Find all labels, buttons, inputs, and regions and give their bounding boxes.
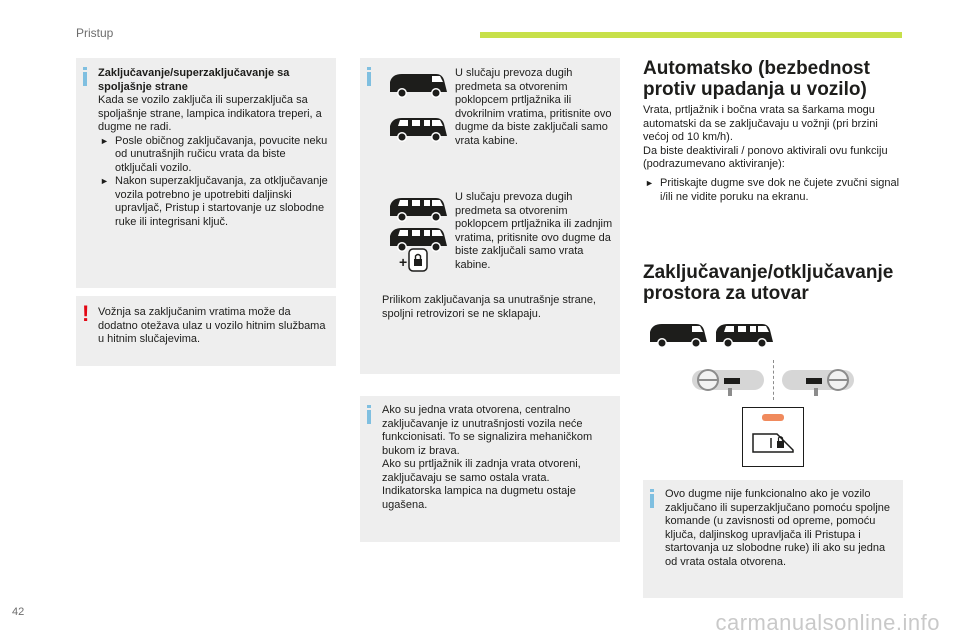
box-title: Zaključavanje/superzaključavanje sa spoljašnje strane (98, 67, 290, 93)
long-items-text-2: U slučaju prevoza dugih predmeta sa otvorenim poklopcem prtljažnika ili zadnjim vratima, pritisnite ovo dugme da biste zaključali samo vrata kabine. (455, 191, 613, 271)
mirror-note-text: Prilikom zaključavanja sa unutrašnje strane, spoljni retrovizori se ne sklapaju. (382, 294, 596, 320)
info-icon (83, 67, 87, 86)
lock-button-icon (408, 248, 428, 272)
page-number: 42 (12, 606, 25, 618)
heading-cargo-locking: Zaključavanje/otključavanje prostora za utovar (643, 262, 894, 304)
steering-wheel-icon (780, 362, 856, 398)
info-box-long-items (360, 58, 620, 374)
info-icon (650, 489, 654, 508)
steering-wheel-icon (690, 362, 766, 398)
van-icon (386, 70, 450, 100)
bullet-text: Posle običnog zaključavanja, povucite neku od unutrašnjih ručicu vrata da biste otključali vozilo. (115, 134, 328, 174)
bullet-text: Pritiskajte dugme sve dok ne čujete zvučni signal i/ili ne vidite poruku na ekranu. (660, 177, 900, 203)
bullet-arrow-icon: ► (645, 178, 654, 188)
bullet-text: Nakon superzaključavanja, za otključavanje vozila potrebno je upotrebiti daljinski upravljač, Pristup i startovanje uz slobodne ruke ili integrisani ključ. (115, 175, 328, 228)
plus-sign: + (399, 254, 408, 270)
van-icon (646, 320, 710, 350)
info-icon (367, 405, 371, 424)
warning-icon: ! (82, 301, 90, 326)
heading-automatic-locking: Automatsko (bezbednost protiv upadanja u vozilo) (643, 58, 870, 100)
section-accent-bar (480, 32, 902, 38)
door-open-text: Ako su jedna vrata otvorena, centralno zaključavanje iz unutrašnjosti vozila neće funkcionisati. To se signalizira mehaničkom bukom iz brava. Ako su prtljažnik ili zadnja vrata otvoreni, zaključavaju se samo ostala vrata. Indikatorska lampica na dugmetu ostaje ugašena. (382, 404, 593, 511)
section-title: Pristup (76, 26, 114, 40)
van-icon (386, 114, 450, 144)
box-intro: Kada se vozilo zaključa ili superzaključa sa spoljašnje strane, lampica indikatora treperi, a dugme ne radi. (98, 94, 322, 133)
long-items-text-1: U slučaju prevoza dugih predmeta sa otvorenim poklopcem prtljažnika ili dvokrilnim vratima, pritisnite ovo dugme da biste zaključali samo vrata kabine. (455, 67, 612, 147)
warning-text: Vožnja sa zaključanim vratima može da dodatno otežava ulaz u vozilo hitnim službama u hitnim slučajevima. (98, 306, 326, 345)
cargo-lock-icon (749, 428, 797, 458)
info-icon (367, 67, 371, 86)
info-box-door-open (360, 396, 620, 542)
indicator-lamp (762, 414, 784, 421)
info-box-external-locking (76, 58, 336, 288)
cargo-lock-button-illustration (742, 407, 804, 467)
bullet-arrow-icon: ► (100, 176, 109, 186)
van-icon (386, 194, 450, 224)
warning-box-emergency (76, 296, 336, 366)
info-box-cargo-button (643, 480, 903, 598)
bullet-arrow-icon: ► (100, 135, 109, 146)
automatic-locking-text: Vrata, prtljažnik i bočna vrata sa šarkama mogu automatski da se zaključavaju u vožnji (pri brzini većoj od 10 km/h). Da biste deaktivirali / ponovo aktivirali ovu funkciju (podrazumevano aktiviranje): (643, 104, 888, 170)
divider-line (773, 360, 774, 400)
cargo-button-text: Ovo dugme nije funkcionalno ako je vozilo zaključano ili superzaključano pomoću spoljne komande (u zavisnosti od opreme, pomoću ključa, daljinskog upravljača ili Pristupa i startovanja uz slobodne ruke) ili ako su jedna od vrata ostala otvorena. (665, 488, 891, 568)
watermark: carmanualsonline.info (715, 610, 940, 635)
van-icon (712, 320, 776, 350)
